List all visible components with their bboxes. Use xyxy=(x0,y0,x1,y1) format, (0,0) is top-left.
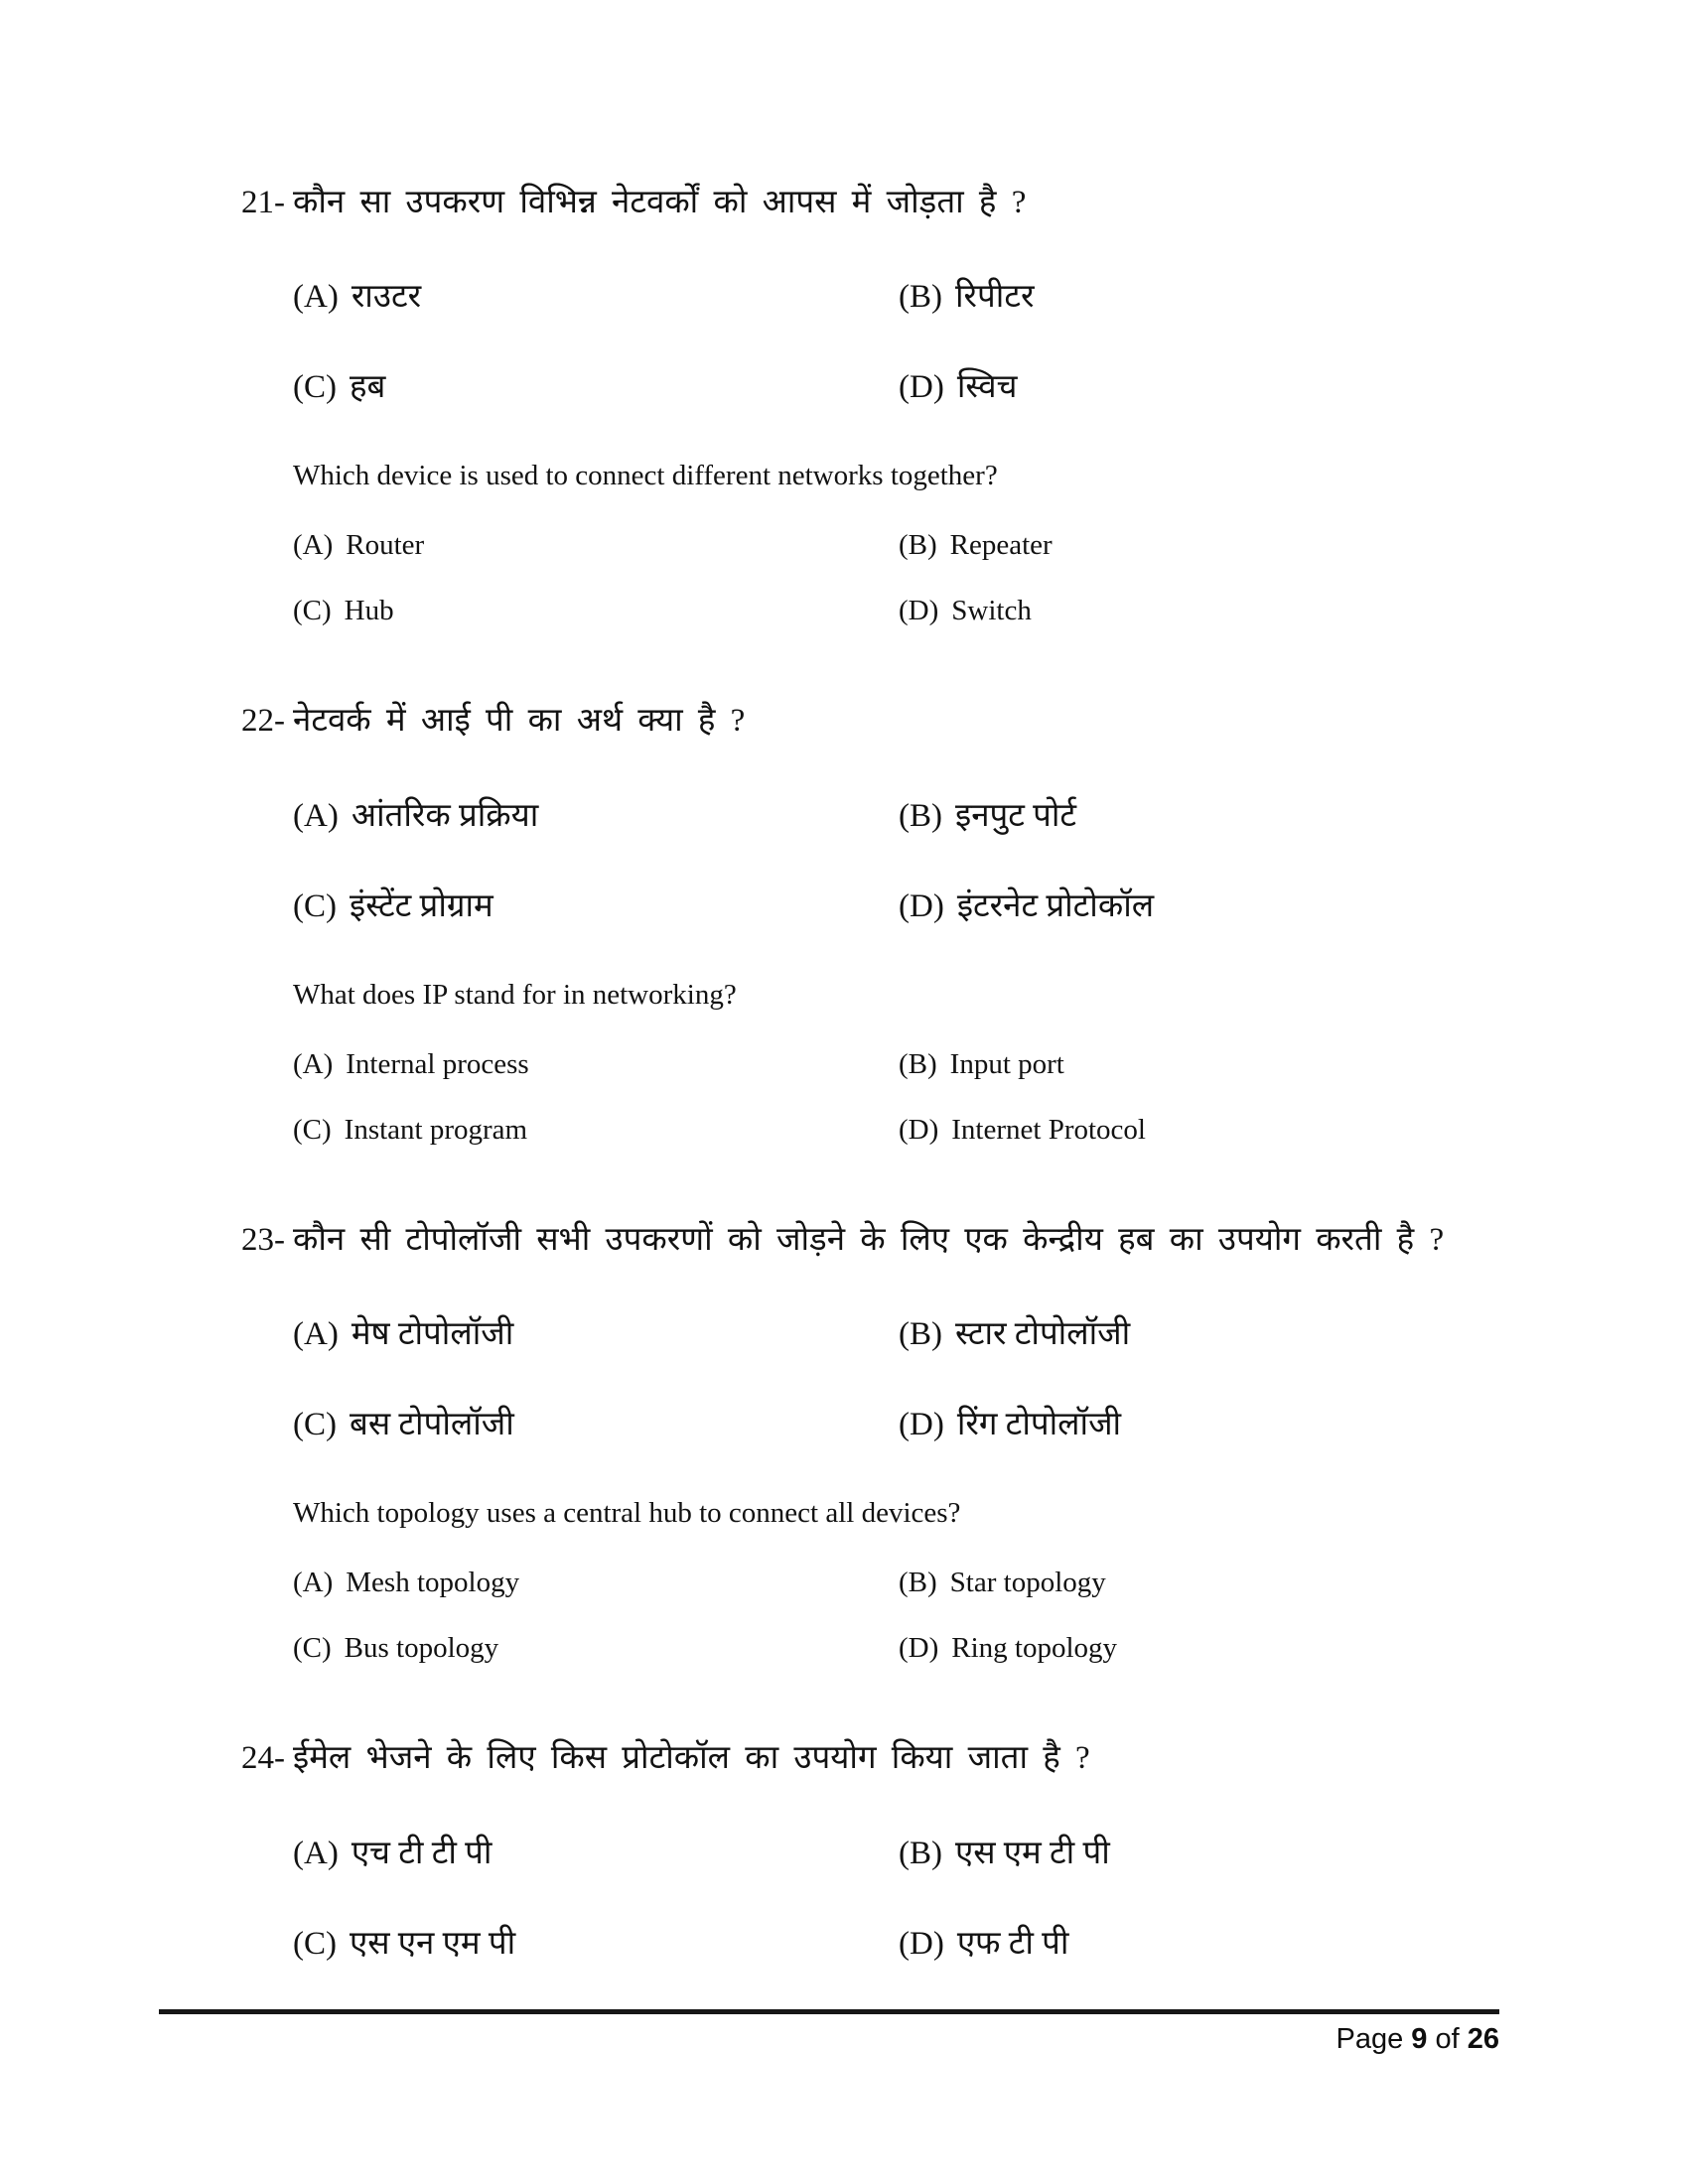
option-c xyxy=(293,1400,899,1444)
question-text-hindi: नेटवर्क में आई पी का अर्थ क्या है ? xyxy=(293,703,746,740)
question-24-hindi xyxy=(241,1726,1499,1790)
option-label: (B) xyxy=(899,797,942,834)
question-block-22 xyxy=(241,689,1499,1146)
option-text: Mesh topology xyxy=(346,1567,520,1599)
question-text-english: Which device is used to connect different networks together? xyxy=(293,460,998,492)
option-text: Hub xyxy=(344,595,394,627)
option-text: मेष टोपोलॉजी xyxy=(351,1316,514,1353)
options-english xyxy=(293,1567,1499,1665)
option-b xyxy=(899,1829,1499,1873)
question-number: 21- xyxy=(241,185,285,220)
option-label: (A) xyxy=(293,1835,339,1871)
question-block-21 xyxy=(241,171,1499,627)
question-23-english xyxy=(293,1494,1499,1533)
option-text: Router xyxy=(346,529,425,562)
option-label: (D) xyxy=(899,1113,939,1146)
option-d xyxy=(899,882,1499,926)
option-text: Repeater xyxy=(949,529,1053,562)
footer-total-pages: 26 xyxy=(1467,2023,1499,2055)
question-block-23 xyxy=(241,1208,1499,1665)
option-label: (A) xyxy=(293,1567,334,1599)
option-a xyxy=(293,1567,899,1599)
option-a xyxy=(293,1048,899,1081)
options-hindi xyxy=(293,1309,1499,1444)
option-text: रिपीटर xyxy=(955,279,1035,316)
footer-of-word: of xyxy=(1435,2023,1460,2055)
option-b xyxy=(899,1309,1499,1354)
option-label: (B) xyxy=(899,1047,937,1080)
option-text: बस टोपोलॉजी xyxy=(350,1407,514,1443)
option-a xyxy=(293,272,899,317)
option-c xyxy=(293,362,899,407)
option-label: (D) xyxy=(899,595,939,627)
option-text: स्टार टोपोलॉजी xyxy=(955,1316,1131,1353)
option-text: Switch xyxy=(951,595,1032,627)
option-c xyxy=(293,1919,899,1964)
question-number: 24- xyxy=(241,1740,285,1777)
option-a xyxy=(293,1309,899,1354)
option-text: Bus topology xyxy=(344,1632,499,1665)
question-23-hindi xyxy=(241,1208,1499,1272)
option-b xyxy=(899,1048,1499,1081)
option-label: (C) xyxy=(293,1113,332,1146)
question-text-english: What does IP stand for in networking? xyxy=(293,978,737,1011)
option-text: Instant program xyxy=(344,1113,528,1146)
option-label: (B) xyxy=(899,1316,942,1353)
option-c xyxy=(293,882,899,926)
option-label: (D) xyxy=(899,369,944,406)
option-label: (C) xyxy=(293,1925,337,1962)
option-label: (A) xyxy=(293,529,334,562)
option-text: इंस्टेंट प्रोग्राम xyxy=(350,887,493,924)
option-text: एस एन एम पी xyxy=(350,1925,516,1962)
options-english xyxy=(293,1048,1499,1147)
question-22-english xyxy=(293,976,1499,1015)
option-label: (C) xyxy=(293,1632,332,1665)
option-c xyxy=(293,1632,899,1665)
question-number: 23- xyxy=(241,1221,285,1258)
question-text-hindi: कौन सा उपकरण विभिन्न नेटवर्कों को आपस में जोड़ता है ? xyxy=(293,185,1027,220)
option-d xyxy=(899,595,1499,627)
footer-page-word: Page xyxy=(1336,2023,1404,2055)
option-label: (B) xyxy=(899,529,937,562)
option-label: (D) xyxy=(899,1632,939,1665)
option-text: रिंग टोपोलॉजी xyxy=(956,1407,1122,1443)
footer-page-number: 9 xyxy=(1411,2023,1428,2055)
options-hindi xyxy=(293,791,1499,926)
option-text: Ring topology xyxy=(951,1632,1118,1665)
option-d xyxy=(899,1632,1499,1665)
options-hindi xyxy=(293,1829,1499,1964)
question-21-hindi xyxy=(241,171,1499,234)
option-text: Star topology xyxy=(949,1567,1106,1599)
option-label: (D) xyxy=(899,887,944,924)
option-label: (B) xyxy=(899,279,942,316)
option-label: (B) xyxy=(899,1835,942,1871)
option-a xyxy=(293,529,899,562)
option-text: एस एम टी पी xyxy=(955,1835,1110,1871)
option-c xyxy=(293,1114,899,1147)
option-label: (D) xyxy=(899,1925,944,1962)
option-text: एच टी टी पी xyxy=(351,1835,492,1871)
option-text: स्विच xyxy=(956,369,1018,406)
option-d xyxy=(899,1114,1499,1147)
option-c xyxy=(293,595,899,627)
option-text: हब xyxy=(350,369,386,406)
question-22-hindi xyxy=(241,689,1499,752)
option-label: (B) xyxy=(899,1567,937,1599)
option-text: Internal process xyxy=(346,1047,529,1080)
options-english xyxy=(293,529,1499,627)
option-label: (A) xyxy=(293,279,339,316)
option-text: इंटरनेट प्रोटोकॉल xyxy=(956,887,1155,924)
option-label: (A) xyxy=(293,797,339,834)
question-text-english: Which topology uses a central hub to connect all devices? xyxy=(293,1497,961,1530)
option-b xyxy=(899,529,1499,562)
option-label: (C) xyxy=(293,887,337,924)
option-label: (C) xyxy=(293,1407,337,1443)
option-text: Internet Protocol xyxy=(951,1113,1146,1146)
option-a xyxy=(293,1829,899,1873)
option-label: (C) xyxy=(293,595,332,627)
option-d xyxy=(899,1919,1499,1964)
option-b xyxy=(899,1567,1499,1599)
option-label: (D) xyxy=(899,1407,944,1443)
option-text: एफ टी पी xyxy=(956,1925,1069,1962)
option-b xyxy=(899,791,1499,836)
question-text-hindi: कौन सी टोपोलॉजी सभी उपकरणों को जोड़ने के लिए एक केन्द्रीय हब का उपयोग करती है ? xyxy=(293,1221,1445,1258)
question-21-english xyxy=(293,457,1499,495)
option-d xyxy=(899,1400,1499,1444)
option-label: (A) xyxy=(293,1316,339,1353)
option-a xyxy=(293,791,899,836)
option-label: (A) xyxy=(293,1047,334,1080)
options-hindi xyxy=(293,272,1499,407)
option-b xyxy=(899,272,1499,317)
page-footer xyxy=(159,2009,1499,2056)
question-block-24 xyxy=(241,1726,1499,1963)
option-text: राउटर xyxy=(351,279,422,316)
option-text: आंतरिक प्रक्रिया xyxy=(351,797,539,834)
option-text: इनपुट पोर्ट xyxy=(955,797,1077,834)
question-text-hindi: ईमेल भेजने के लिए किस प्रोटोकॉल का उपयोग किया जाता है ? xyxy=(293,1740,1090,1777)
question-number: 22- xyxy=(241,703,285,740)
option-label: (C) xyxy=(293,369,337,406)
option-d xyxy=(899,362,1499,407)
option-text: Input port xyxy=(949,1047,1064,1080)
